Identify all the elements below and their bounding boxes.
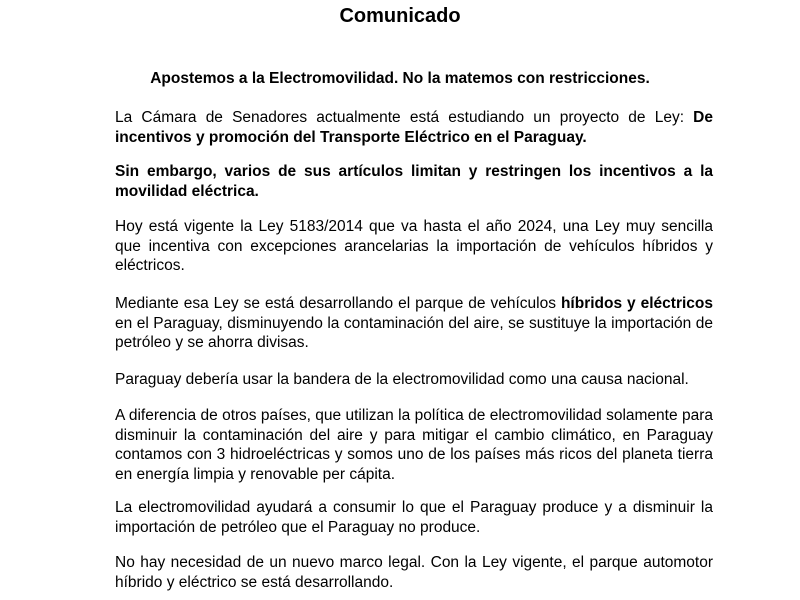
paragraph-2-bold: Sin embargo, varios de sus artículos limitan y restringen los incentivos a la movilidad eléctrica. — [115, 163, 713, 200]
paragraph-4-text-after: en el Paraguay, disminuyendo la contaminación del aire, se sustituye la importación de petróleo y se ahorra divisas. — [115, 314, 713, 351]
paragraph-4-text-before: Mediante esa Ley se está desarrollando el parque de vehículos — [115, 295, 561, 312]
paragraph-6: A diferencia de otros países, que utilizan la política de electromovilidad solamente para disminuir la contaminación del aire y para mitigar el cambio climático, en Paraguay contamos con 3 hidroeléctricas y somos uno de los países más ricos del planeta tierra en energía limpia y renovable per cápita. — [115, 407, 713, 483]
paragraph-4-bold: híbridos y eléctricos — [560, 295, 713, 312]
paragraph-1 — [115, 108, 713, 147]
paragraph-4 — [115, 294, 713, 353]
paragraph-5: Paraguay debería usar la bandera de la electromovilidad como una causa nacional. — [115, 371, 689, 388]
paragraph-8: No hay necesidad de un nuevo marco legal. Con la Ley vigente, el parque automotor híbrido y eléctrico se está desarrollando. — [115, 554, 713, 591]
paragraph-3: Hoy está vigente la Ley 5183/2014 que va hasta el año 2024, una Ley muy sencilla que incentiva con excepciones arancelarias la importación de vehículos híbridos y eléctricos. — [115, 218, 713, 274]
document-subtitle: Apostemos a la Electromovilidad. No la matemos con restricciones. — [150, 70, 650, 87]
paragraph-2 — [115, 162, 713, 201]
paragraph-7: La electromovilidad ayudará a consumir lo que el Paraguay produce y a disminuir la importación de petróleo que el Paraguay no produce. — [115, 499, 713, 536]
page-title: Comunicado — [339, 5, 461, 27]
paragraph-1-text: La Cámara de Senadores actualmente está estudiando un proyecto de Ley: — [115, 109, 694, 126]
paragraph-1-bold: De incentivos y promoción del Transporte Eléctrico en el Paraguay. — [115, 109, 713, 146]
